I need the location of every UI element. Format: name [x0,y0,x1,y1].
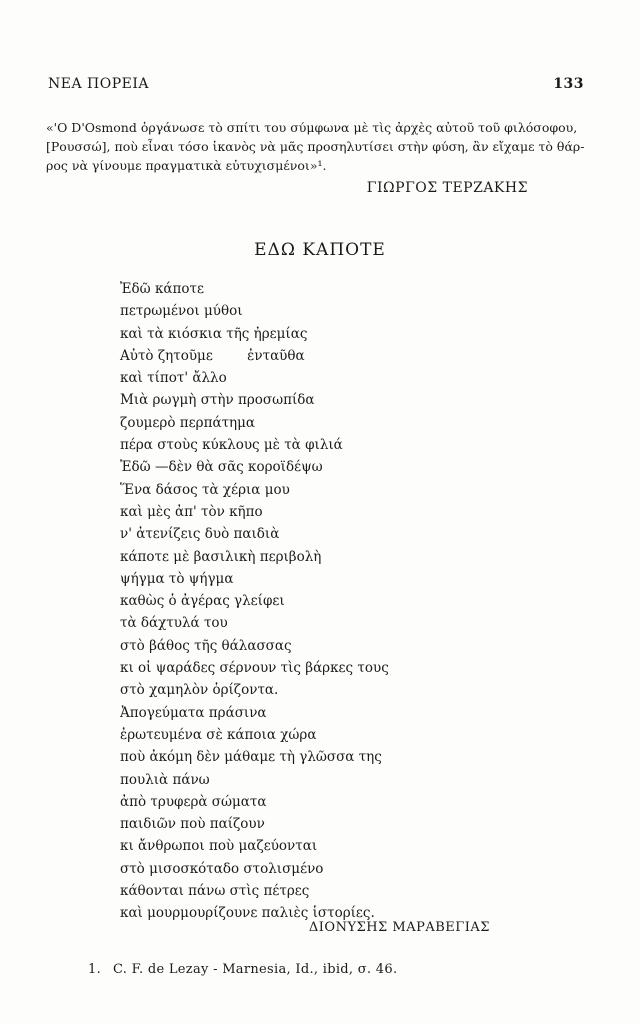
poem-line: κι ἄνθρωποι ποὺ μαζεύονται [120,838,318,855]
poem-line: πέρα στοὺς κύκλους μὲ τὰ φιλιά [120,437,343,454]
poem-line: καὶ τὰ κιόσκια τῆς ἠρεμίας [120,325,308,342]
running-head [48,76,584,96]
poem-line: Ἐδῶ κάποτε [120,281,204,297]
poem-line: καὶ μὲς ἀπ' τὸν κῆπο [120,503,263,520]
poem-line: ἐρωτευμένα σὲ κάποια χώρα [120,726,317,743]
poem-line: πετρωμένοι μύθοι [120,303,243,320]
poem-line: στὸ χαμηλὸν ὁρίζοντα. [120,682,279,699]
poem-line: κάποτε μὲ βασιλικὴ περιβολὴ [120,548,322,565]
poem-line: ψήγμα τὸ ψήγμα [120,570,234,587]
journal-title: ΝΕΑ ΠΟΡΕΙΑ [48,76,149,92]
poem-line: Μιὰ ρωγμὴ στὴν προσωπίδα [120,392,315,409]
poem-line: ἀπὸ τρυφερὰ σώματα [120,793,267,810]
footnote-number: 1. [88,962,102,977]
poem-line: ζουμερὸ περπάτημα [120,414,256,431]
poem-line: ν' ἀτενίζεις δυὸ παιδιὰ [120,526,280,543]
poem-line: στὸ μισοσκόταδο στολισμένο [120,860,324,877]
quote-author: ΓΙΩΡΓΟΣ ΤΕΡΖΑΚΗΣ [366,180,528,196]
poem-line: στὸ βάθος τῆς θάλασσας [120,637,292,654]
quote-line: ρος νὰ γίνουμε πραγματικὰ εὐτυχισμένοι»¹. [46,158,327,173]
poem-line: καὶ τίποτ' ἄλλο [120,370,227,387]
poem-line: κάθονται πάνω στὶς πέτρες [120,883,310,900]
poem-line: πουλιὰ πάνω [120,771,210,788]
poem-line: καὶ μουρμουρίζουνε παλιὲς ἱστορίες. [120,905,375,922]
quote-line: «'O D'Osmond ὀργάνωσε τὸ σπίτι του σύμφωνα μὲ τὶς ἀρχὲς αὐτοῦ τοῦ φιλόσοφου, [46,120,578,135]
poem-line: Ἀπογεύματα πράσινα [120,704,267,721]
poem-author: ΔΙΟΝΥΣΗΣ ΜΑΡΑΒΕΓΙΑΣ [308,920,490,935]
poem-line: παιδιῶν ποὺ παίζουν [120,816,265,833]
quote-line: [Ρουσσώ], ποὺ εἶναι τόσο ἱκανὸς νὰ μᾶς προσηλυτίσει στὴν φύση, ἂν εἴχαμε τὸ θάρ- [46,139,585,154]
poem-body [120,278,540,925]
poem-line: κι οἱ ψαράδες σέρνουν τὶς βάρκες τους [120,660,389,677]
poem-line: καθὼς ὁ ἀγέρας γλείφει [120,593,285,610]
poem-line: Αὐτὸ ζητοῦμε ἐνταῦθα [120,347,305,364]
poem-line: ποὺ ἀκόμη δὲν μάθαμε τὴ γλῶσσα της [120,749,382,766]
poem-line: Ἐδῶ —δὲν θὰ σᾶς κοροϊδέψω [120,459,323,476]
poem-line: τὰ δάχτυλά του [120,615,228,632]
poem-line: Ἕνα δάσος τὰ χέρια μου [120,481,290,498]
footnote [88,962,397,977]
epigraph-quote [46,118,594,175]
poem-title: ΕΔΩ ΚΑΠΟΤΕ [254,240,386,260]
page-number: 133 [553,76,584,92]
footnote-text: C. F. de Lezay - Marnesia, Id., ibid, σ. 46. [113,962,398,977]
